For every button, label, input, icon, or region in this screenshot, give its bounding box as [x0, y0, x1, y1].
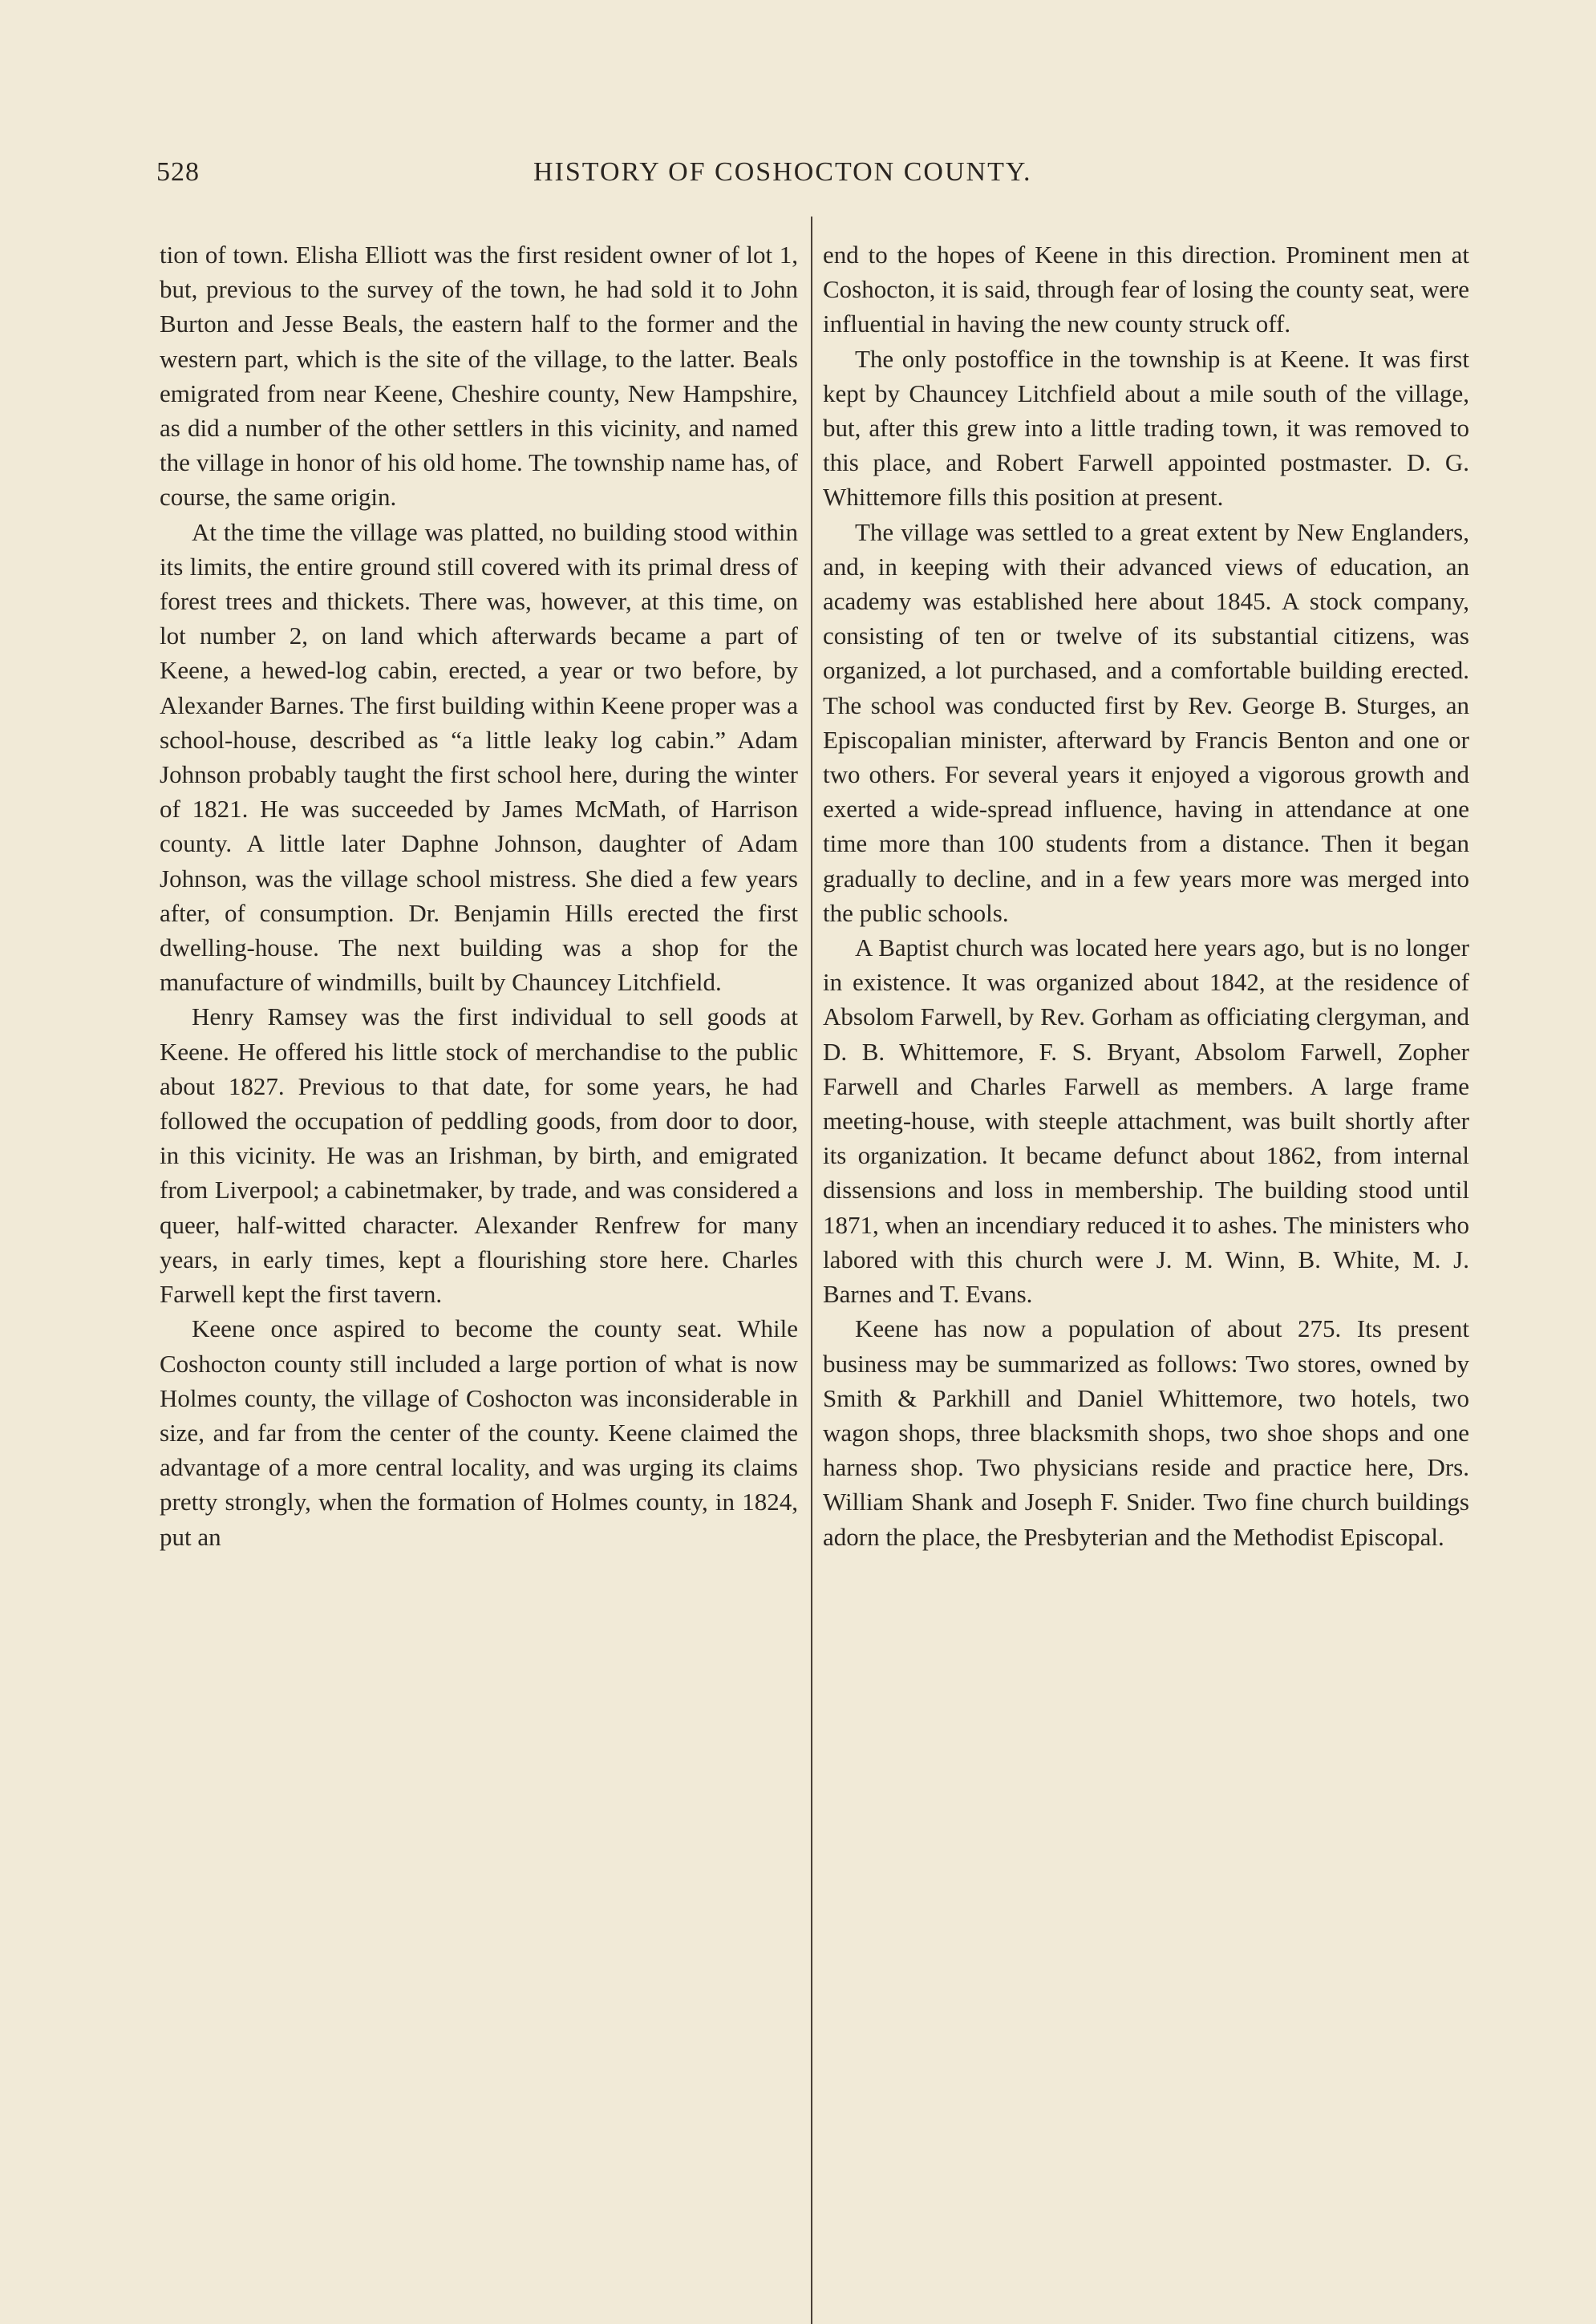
right-column — [823, 237, 1469, 1554]
paragraph: Henry Ramsey was the first individual to sell goods at Keene. He offered his little stock of merchandise to the public about 1827. Previous to that date, for some years, he had followed the occupation of peddling goods, from door to door, in this vicinity. He was an Irishman, by birth, and emigrated from Liverpool; a cabinetmaker, by trade, and was considered a queer, half-witted character. Alexander Renfrew for many years, in early times, kept a flourishing store here. Charles Farwell kept the first tavern. — [160, 1002, 798, 1309]
running-title: HISTORY OF COSHOCTON COUNTY. — [533, 157, 1032, 187]
paragraph: Keene has now a population of about 275. Its present business may be summarized as follows: Two stores, owned by Smith & Parkhill and Daniel Whittemore, two hotels, two wagon shops, three blacksmith shops, two shoe shops and one harness shop. Two physicians reside and practice here, Drs. William Shank and Joseph F. Snider. Two fine church buildings adorn the place, the Presbyterian and the Methodist Episcopal. — [823, 1314, 1469, 1551]
paragraph: A Baptist church was located here years ago, but is no longer in existence. It was organized about 1842, at the residence of Absolom Farwell, by Rev. Gorham as officiating clergyman, and D. B. Whittemore, F. S. Bryant, Absolom Farwell, Zopher Farwell and Charles Farwell as members. A large frame meeting-house, with steeple attachment, was built shortly after its organization. It became defunct about 1862, from internal dissensions and loss in membership. The building stood until 1871, when an incendiary reduced it to ashes. The ministers who labored with this church were J. M. Winn, B. White, M. J. Barnes and T. Evans. — [823, 933, 1469, 1309]
page-number: 528 — [156, 157, 200, 187]
paragraph: tion of town. Elisha Elliott was the first resident owner of lot 1, but, previous to the survey of the town, he had sold it to John Burton and Jesse Beals, the eastern half to the former and the western part, which is the site of the village, to the latter. Beals emigrated from near Keene, Cheshire county, New Hampshire, as did a number of the other settlers in this vicinity, and named the village in honor of his old home. The township name has, of course, the same origin. — [160, 241, 798, 512]
paragraph: The village was settled to a great extent by New Englanders, and, in keeping with their advanced views of education, an academy was established here about 1845. A stock company, consisting of ten or twelve of its substantial citizens, was organized, a lot purchased, and a comfortable building erected. The school was conducted first by Rev. George B. Sturges, an Episcopalian minister, afterward by Francis Benton and one or two others. For several years it enjoyed a vigorous growth and exerted a wide-spread influence, having in attendance at one time more than 100 students from a distance. Then it began gradually to decline, and in a few years more was merged into the public schools. — [823, 517, 1469, 927]
left-column — [160, 237, 798, 1554]
paragraph: At the time the village was platted, no building stood within its limits, the entire ground still covered with its primal dress of forest trees and thickets. There was, however, at this time, on lot number 2, on land which afterwards became a part of Keene, a hewed-log cabin, erected, a year or two before, by Alexander Barnes. The first building within Keene proper was a school-house, described as “a little leaky log cabin.” Adam Johnson probably taught the first school here, during the winter of 1821. He was succeeded by James McMath, of Harrison county. A little later Daphne Johnson, daughter of Adam Johnson, was the village school mistress. She died a few years after, of consumption. Dr. Benjamin Hills erected the first dwelling-house. The next building was a shop for the manufacture of windmills, built by Chauncey Litchfield. — [160, 517, 798, 997]
page-header — [156, 157, 1103, 192]
paragraph: Keene once aspired to become the county seat. While Coshocton county still included a large portion of what is now Holmes county, the village of Coshocton was inconsiderable in size, and far from the center of the county. Keene claimed the advantage of a more central locality, and was urging its claims pretty strongly, when the formation of Holmes county, in 1824, put an — [160, 1314, 798, 1551]
paragraph: The only postoffice in the township is at Keene. It was first kept by Chauncey Litchfield about a mile south of the village, but, after this grew into a little trading town, it was removed to this place, and Robert Farwell appointed postmaster. D. G. Whittemore fills this position at present. — [823, 344, 1469, 512]
paragraph: end to the hopes of Keene in this direction. Prominent men at Coshocton, it is said, through fear of losing the county seat, were influential in having the new county struck off. — [823, 241, 1469, 338]
column-divider — [811, 217, 812, 2324]
